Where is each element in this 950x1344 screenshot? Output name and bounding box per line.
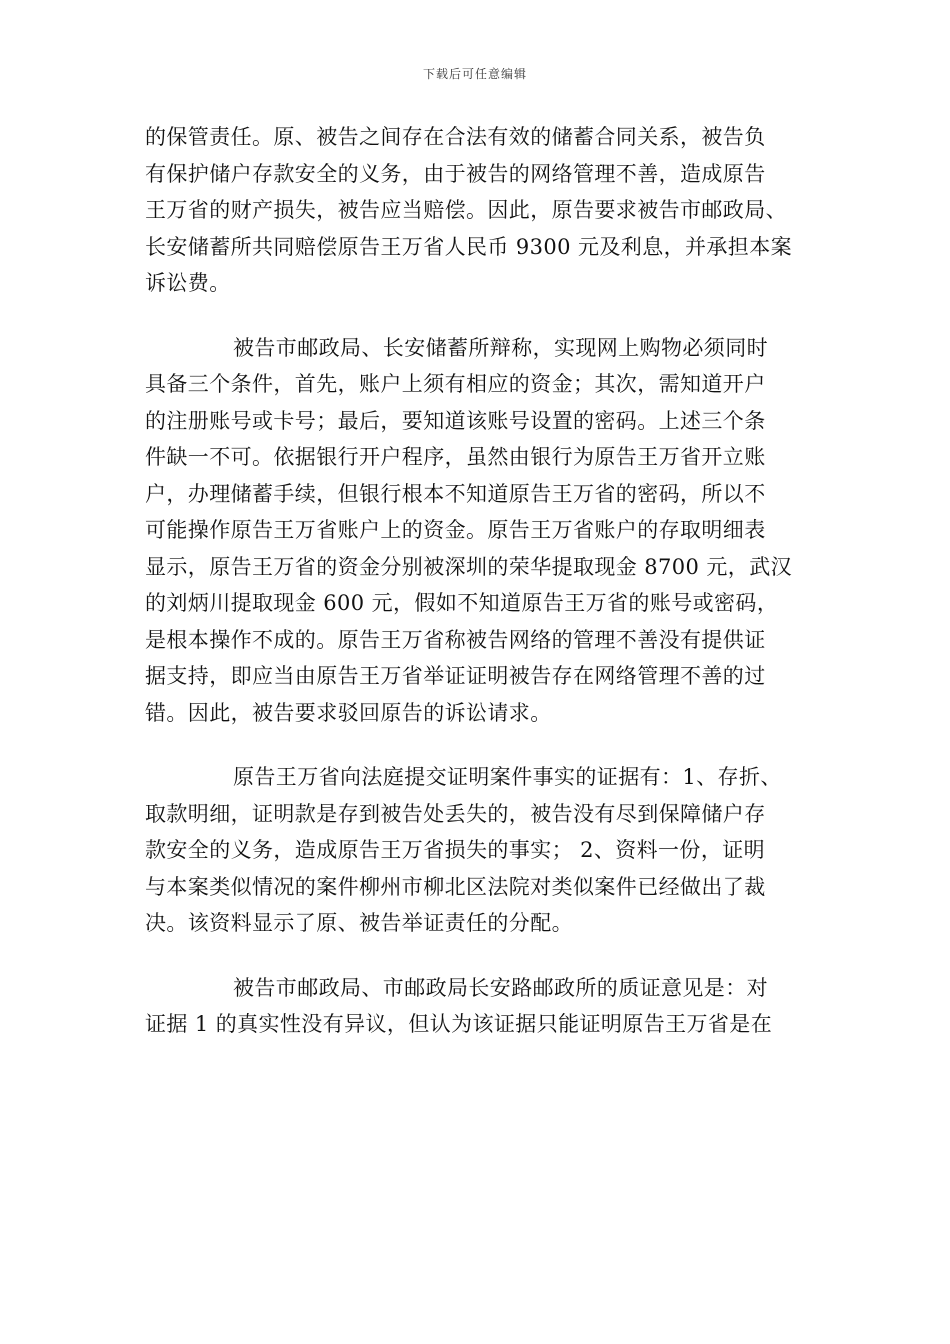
text-line: 证据 1 的真实性没有异议，但认为该证据只能证明原告王万省是在 bbox=[145, 1012, 773, 1036]
paragraph-spacer bbox=[145, 302, 805, 330]
text-line: 显示，原告王万省的资金分别被深圳的荣华提取现金 8700 元，武汉 bbox=[145, 554, 792, 579]
text-line: 款安全的义务，造成原告王万省损失的事实； 2、资料一份，证明 bbox=[145, 838, 766, 862]
paragraph-cross-examination bbox=[145, 970, 805, 1043]
text-line: 的注册账号或卡号；最后，要知道该账号设置的密码。上述三个条 bbox=[145, 408, 766, 433]
page-header: 下载后可任意编辑 bbox=[422, 67, 527, 81]
paragraph-spacer bbox=[145, 731, 805, 759]
text-line: 户，办理储蓄手续，但银行根本不知道原告王万省的密码，所以不 bbox=[145, 481, 766, 506]
text-line: 王万省的财产损失，被告应当赔偿。因此，原告要求被告市邮政局、 bbox=[145, 198, 787, 222]
text-line: 件缺一不可。依据银行开户程序，虽然由银行为原告王万省开立账 bbox=[145, 445, 766, 469]
text-line: 有保护储户存款安全的义务，由于被告的网络管理不善，造成原告 bbox=[145, 161, 766, 186]
text-line: 据支持，即应当由原告王万省举证证明被告存在网络管理不善的过 bbox=[145, 664, 766, 688]
text-line: 是根本操作不成的。原告王万省称被告网络的管理不善没有提供证 bbox=[145, 627, 766, 652]
text-line: 错。因此，被告要求驳回原告的诉讼请求。 bbox=[145, 700, 552, 725]
text-line: 长安储蓄所共同赔偿原告王万省人民币 9300 元及利息，并承担本案 bbox=[145, 234, 792, 259]
paragraph-defendant-defense bbox=[145, 330, 805, 732]
paragraph-spacer bbox=[145, 942, 805, 970]
text-line: 的保管责任。原、被告之间存在合法有效的储蓄合同关系，被告负 bbox=[145, 125, 766, 149]
document-body bbox=[145, 119, 805, 1043]
text-line: 取款明细，证明款是存到被告处丢失的，被告没有尽到保障储户存 bbox=[145, 801, 766, 826]
text-line: 诉讼费。 bbox=[145, 271, 231, 295]
text-line: 原告王万省向法庭提交证明案件事实的证据有：1、存折、 bbox=[233, 765, 782, 789]
text-line: 具备三个条件，首先，账户上须有相应的资金；其次，需知道开户 bbox=[145, 372, 766, 396]
text-line: 决。该资料显示了原、被告举证责任的分配。 bbox=[145, 911, 573, 935]
paragraph-plaintiff-evidence bbox=[145, 759, 805, 942]
text-line: 与本案类似情况的案件柳州市柳北区法院对类似案件已经做出了裁 bbox=[145, 874, 766, 899]
text-line: 可能操作原告王万省账户上的资金。原告王万省账户的存取明细表 bbox=[145, 518, 766, 542]
text-line: 的刘炳川提取现金 600 元，假如不知道原告王万省的账号或密码， bbox=[145, 591, 779, 615]
paragraph-plaintiff-claim bbox=[145, 119, 805, 302]
text-line: 被告市邮政局、长安储蓄所辩称，实现网上购物必须同时 bbox=[233, 335, 768, 360]
text-line: 被告市邮政局、市邮政局长安路邮政所的质证意见是：对 bbox=[233, 975, 768, 1000]
